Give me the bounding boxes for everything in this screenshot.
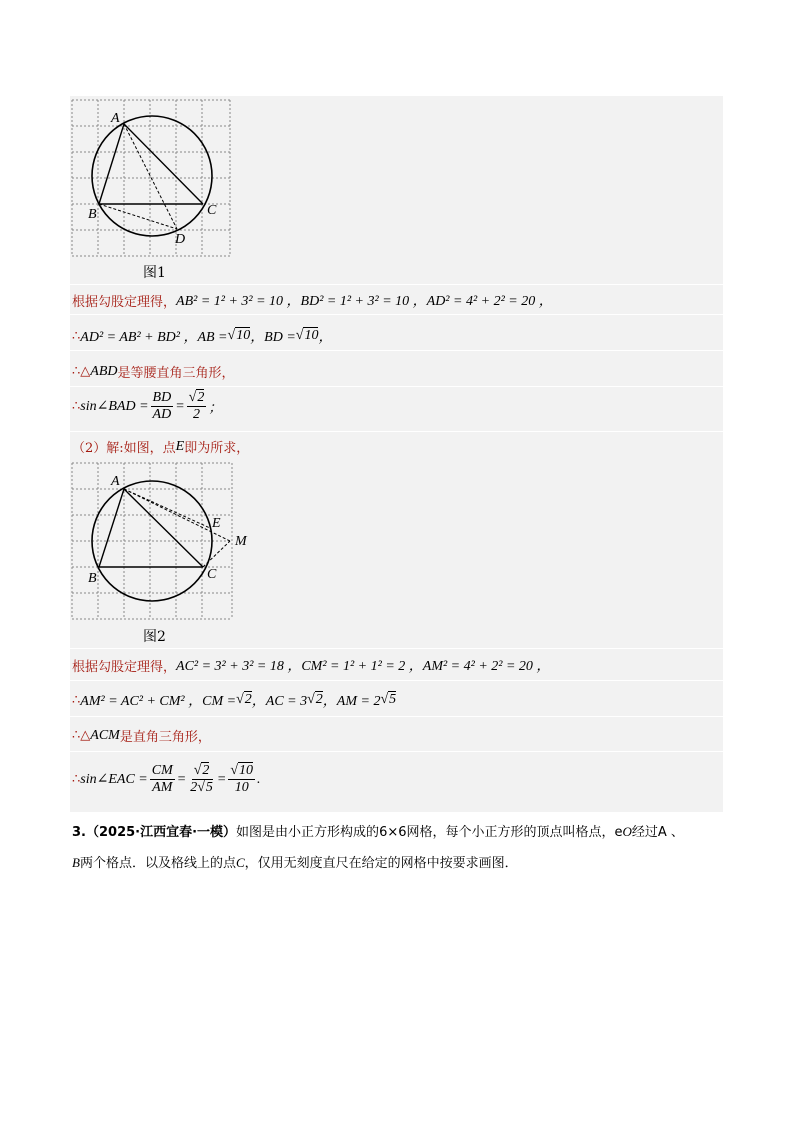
p2-line3-math: ACM bbox=[90, 727, 120, 743]
problem-3-b: B bbox=[72, 855, 80, 870]
p2-line-1 bbox=[72, 655, 550, 675]
fig1-label-a: A bbox=[111, 111, 120, 126]
p1-line-3 bbox=[72, 362, 235, 381]
fig2-label-c: C bbox=[207, 567, 217, 582]
figure-2-caption: 图2 bbox=[143, 629, 166, 645]
problem-3-line-1 bbox=[72, 821, 684, 840]
problem-3-source: （2025·江西宜春·一模） bbox=[85, 825, 237, 840]
p2-line1-prefix: 根据勾股定理得， bbox=[72, 659, 177, 675]
problem-3-text1: 如图是由小正方形构成的 bbox=[236, 825, 380, 840]
p1-line4-math: sin∠BAD = bbox=[80, 399, 149, 414]
p2-line4-math: sin∠EAC = bbox=[80, 772, 148, 787]
p1-line2-tail: ， bbox=[318, 330, 333, 345]
p1-line2-prefix: ∴ bbox=[72, 328, 81, 344]
p2-header-suffix: 即为所求， bbox=[184, 441, 250, 456]
fig2-label-m: M bbox=[235, 534, 247, 549]
p1-line3-text: 是等腰直角三角形， bbox=[117, 366, 235, 381]
fig2-label-e: E bbox=[212, 516, 221, 531]
problem-3-line2-text2: ，仅用无刻度直尺在给定的网格中按要求画图． bbox=[244, 856, 518, 871]
p2-frac2-den-sqrt: 5 bbox=[205, 780, 213, 795]
problem-3-grid: 6×6 bbox=[379, 825, 407, 840]
p2-line3-prefix: ∴△ bbox=[72, 728, 91, 743]
p2-frac2-den-pre: 2 bbox=[190, 780, 198, 795]
p2-frac1-den: AM bbox=[152, 780, 173, 795]
fig2-label-b: B bbox=[88, 571, 97, 586]
problem-3-text3: 经过A 、 bbox=[631, 825, 684, 840]
p2-line2-c: ，AM = 2 bbox=[322, 694, 381, 709]
p2-frac3-num: 10 bbox=[239, 763, 254, 778]
p1-line2-a: AD² = AB² + BD² ，AB = bbox=[80, 330, 228, 345]
p2-frac1-num: CM bbox=[151, 763, 173, 778]
problem-3-number: 3. bbox=[72, 825, 86, 840]
p2-header bbox=[72, 437, 249, 456]
p2-line1-math: AC² = 3² + 3² = 18 ，CM² = 1² + 1² = 2 ，AM² = 4² + 2² = 20 ， bbox=[176, 659, 551, 674]
problem-3-line2-text1: 两个格点．以及格线上的点 bbox=[79, 856, 236, 871]
p2-header-prefix: （2）解:如图，点 bbox=[72, 441, 176, 456]
p2-line2-a: AM² = AC² + CM² ，CM = bbox=[80, 694, 237, 709]
figure-2 bbox=[70, 461, 260, 623]
fig1-label-c: C bbox=[207, 203, 217, 218]
p1-line-4: ∴ sin∠BAD = $\frac{BD}{AD}$ = $\frac{√2}{2}$ ； bbox=[72, 390, 223, 422]
fig2-label-a: A bbox=[111, 474, 120, 489]
p1-line2-b: ，BD = bbox=[250, 330, 296, 345]
p2-line2-sqrt3: 5 bbox=[389, 692, 397, 707]
figure-1 bbox=[70, 98, 234, 258]
p1-line1-math: AB² = 1² + 3² = 10 ，BD² = 1² + 3² = 10 ，AD² = 4² + 2² = 20 ， bbox=[176, 294, 553, 309]
p2-frac2-num: 2 bbox=[202, 763, 210, 778]
p2-line-4: ∴ sin∠EAC = $\frac{CM}{AM}$ = $\frac{√2}{2√5}$ = $\frac{√10}{10}$ . bbox=[72, 763, 261, 795]
p2-line-2: ∴ AM² = AC² + CM² ，CM = √2 ，AC = 3 √2 ，AM = 2 √5 bbox=[72, 692, 397, 709]
p1-line2-sqrt1: 10 bbox=[236, 328, 251, 343]
p2-line2-prefix: ∴ bbox=[72, 692, 81, 708]
p2-line-3 bbox=[72, 726, 211, 745]
p1-line-1 bbox=[72, 290, 553, 310]
figure-1-caption: 图1 bbox=[143, 265, 166, 281]
p1-frac2-num: 2 bbox=[197, 390, 205, 405]
fig1-label-b: B bbox=[88, 207, 97, 222]
p1-frac1-num: BD bbox=[152, 390, 172, 405]
p1-frac1-den: AD bbox=[152, 407, 172, 422]
problem-3-line-2 bbox=[72, 852, 518, 871]
p1-line4-tail: ； bbox=[208, 400, 223, 416]
p2-line2-sqrt1: 2 bbox=[244, 692, 252, 707]
p1-line3-math: ABD bbox=[90, 363, 118, 379]
p1-line2-sqrt2: 10 bbox=[304, 328, 319, 343]
p1-line4-eq: = bbox=[175, 398, 185, 414]
p1-line3-prefix: ∴△ bbox=[72, 364, 91, 379]
problem-3-c: C bbox=[235, 855, 245, 870]
p2-header-point: E bbox=[175, 438, 185, 454]
problem-3-text2: 网格，每个小正方形的顶点叫格点， bbox=[406, 825, 615, 840]
p2-frac3-den: 10 bbox=[234, 780, 249, 795]
p1-line-2: ∴ AD² = AB² + BD² ，AB = √10 ，BD = √10 ， bbox=[72, 328, 333, 345]
p1-line4-prefix: ∴ bbox=[72, 399, 81, 414]
problem-3-circle-symbol: e bbox=[614, 825, 623, 840]
p2-line3-text: 是直角三角形， bbox=[119, 730, 211, 745]
fig1-label-d: D bbox=[175, 232, 186, 247]
problem-3-circle-o: O bbox=[622, 824, 632, 839]
p2-line2-sqrt2: 2 bbox=[315, 692, 323, 707]
p1-line1-prefix: 根据勾股定理得， bbox=[72, 294, 177, 310]
p2-line2-b: ，AC = 3 bbox=[251, 694, 308, 709]
p2-line4-prefix: ∴ bbox=[72, 772, 81, 787]
p2-line4-tail: . bbox=[257, 771, 261, 787]
p1-frac2-den: 2 bbox=[192, 407, 200, 422]
